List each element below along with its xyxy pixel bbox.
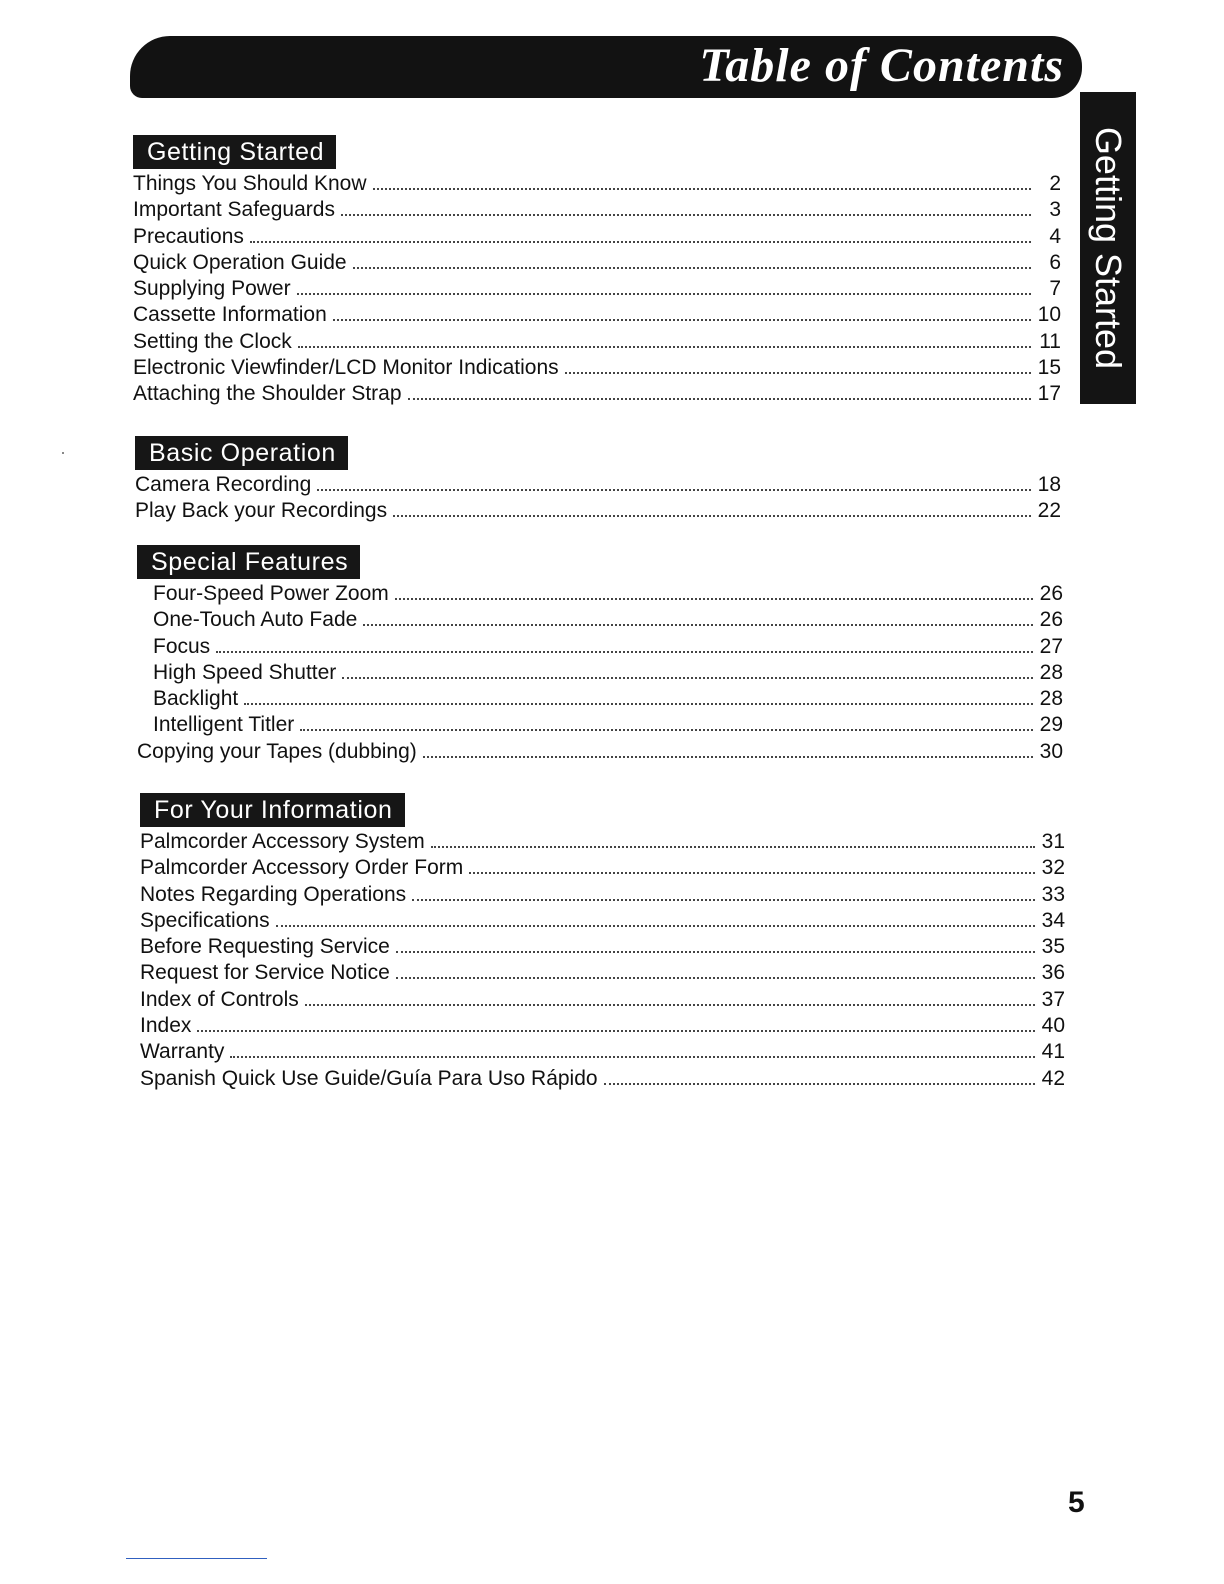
dot-leader (423, 756, 1033, 758)
dot-leader (230, 1056, 1035, 1058)
section-getting-started (133, 135, 1061, 408)
toc-entry (133, 276, 1061, 302)
toc-entry (140, 829, 1065, 855)
toc-entry-title: Attaching the Shoulder Strap (133, 382, 402, 406)
toc-entry-title: Index (140, 1014, 192, 1038)
page-number: 5 (1068, 1486, 1085, 1519)
toc-entry-page: 11 (1039, 329, 1061, 353)
toc-entry-page: 4 (1049, 224, 1061, 248)
toc-entry-page: 17 (1037, 382, 1061, 406)
dot-leader (412, 899, 1035, 901)
dot-leader (395, 598, 1033, 600)
toc-entry-title: Things You Should Know (133, 172, 367, 195)
toc-entry (135, 498, 1061, 524)
section-heading: Basic Operation (135, 436, 348, 470)
toc-entry-title: Supplying Power (133, 277, 291, 301)
toc-entry (140, 855, 1065, 881)
dot-leader (408, 398, 1031, 400)
toc-entry (140, 908, 1065, 934)
dot-leader (317, 489, 1031, 491)
section-basic-operation (135, 436, 1061, 525)
toc-entry-page: 28 (1039, 660, 1063, 684)
toc-entry (133, 250, 1061, 276)
dot-leader (396, 951, 1035, 953)
toc-entry (133, 355, 1061, 381)
toc-entry-page: 15 (1037, 356, 1061, 380)
toc-entry-title: Specifications (140, 908, 270, 932)
dot-leader (333, 319, 1031, 321)
toc-entry-page: 32 (1041, 856, 1065, 880)
toc-entry-title: Spanish Quick Use Guide/Guía Para Uso Rápido (140, 1066, 598, 1090)
dot-leader (565, 372, 1031, 374)
toc-entry (140, 987, 1065, 1013)
section-for-your-information (140, 793, 1065, 1092)
toc-entry-title: Index of Controls (140, 987, 299, 1011)
toc-entry-page: 2 (1049, 172, 1061, 195)
dot-leader (298, 346, 1031, 348)
toc-entry (140, 934, 1065, 960)
toc-entry (137, 739, 1063, 765)
toc-entry (140, 1066, 1065, 1092)
section-heading: Special Features (137, 545, 360, 579)
toc-entry-title: Play Back your Recordings (135, 499, 388, 523)
side-tab-getting-started (1080, 92, 1136, 404)
dot-leader (276, 925, 1035, 927)
toc-entry-page: 29 (1039, 713, 1063, 737)
toc-entry-title: Important Safeguards (133, 198, 335, 222)
footer-rule (126, 1558, 267, 1559)
section-special-features (137, 545, 1063, 765)
dot-leader (431, 846, 1035, 848)
dot-leader (342, 677, 1033, 679)
toc-entry-title: Cassette Information (133, 303, 327, 327)
toc-entry (140, 882, 1065, 908)
toc-entry-title: Quick Operation Guide (133, 250, 347, 274)
entry-list (133, 171, 1061, 408)
section-heading: For Your Information (140, 793, 405, 827)
dot-leader (393, 515, 1031, 517)
dot-leader (250, 241, 1031, 243)
dot-leader (216, 651, 1033, 653)
toc-entry (137, 581, 1063, 607)
toc-entry-title: Setting the Clock (133, 329, 292, 353)
dot-leader (297, 293, 1031, 295)
section-heading: Getting Started (133, 135, 336, 169)
toc-entry-page: 42 (1041, 1066, 1065, 1090)
toc-entry-page: 6 (1049, 250, 1061, 274)
dot-leader (396, 977, 1035, 979)
toc-entry-page: 26 (1039, 608, 1063, 632)
toc-entry-page: 3 (1049, 198, 1061, 222)
entry-list (137, 581, 1063, 765)
toc-entry-title: Before Requesting Service (140, 935, 390, 959)
dot-leader (197, 1030, 1035, 1032)
toc-entry (137, 607, 1063, 633)
title-banner (130, 36, 1082, 98)
toc-entry-page: 40 (1041, 1014, 1065, 1038)
toc-entry (140, 1039, 1065, 1065)
dot-leader (341, 214, 1031, 216)
toc-entry-title: Camera Recording (135, 473, 312, 496)
toc-entry-title: Four-Speed Power Zoom (153, 582, 389, 605)
toc-entry-page: 37 (1041, 987, 1065, 1011)
dot-leader (363, 624, 1033, 626)
dot-leader (469, 872, 1035, 874)
toc-entry (137, 660, 1063, 686)
toc-entry-page: 36 (1041, 961, 1065, 985)
dot-leader (305, 1004, 1035, 1006)
toc-entry-page: 7 (1049, 277, 1061, 301)
toc-entry (137, 686, 1063, 712)
entry-list (140, 829, 1065, 1092)
toc-entry (135, 472, 1061, 498)
toc-entry-page: 22 (1037, 499, 1061, 523)
toc-entry-title: Precautions (133, 224, 244, 248)
toc-entry (133, 171, 1061, 197)
toc-entry (133, 329, 1061, 355)
side-tab-label: Getting Started (1088, 126, 1129, 370)
toc-entry-page: 41 (1041, 1040, 1065, 1064)
dot-leader (353, 267, 1031, 269)
toc-entry (140, 960, 1065, 986)
toc-entry-title: One-Touch Auto Fade (153, 608, 358, 632)
toc-entry (137, 634, 1063, 660)
toc-entry-page: 10 (1037, 303, 1061, 327)
toc-entry-title: Palmcorder Accessory System (140, 830, 425, 853)
toc-entry-page: 26 (1039, 582, 1063, 605)
toc-entry-title: Intelligent Titler (153, 713, 295, 737)
dot-leader (300, 729, 1033, 731)
toc-entry (137, 712, 1063, 738)
toc-entry (133, 302, 1061, 328)
scan-speck (62, 452, 64, 454)
entry-list (135, 472, 1061, 525)
toc-entry-page: 33 (1041, 882, 1065, 906)
toc-entry-title: High Speed Shutter (153, 660, 337, 684)
toc-entry-title: Warranty (140, 1040, 225, 1064)
toc-entry (133, 381, 1061, 407)
toc-entry (133, 224, 1061, 250)
toc-entry-title: Notes Regarding Operations (140, 882, 407, 906)
toc-entry-page: 30 (1039, 739, 1063, 763)
toc-entry-title: Palmcorder Accessory Order Form (140, 856, 464, 880)
page-title: Table of Contents (699, 39, 1064, 92)
dot-leader (604, 1083, 1035, 1085)
toc-entry-page: 28 (1039, 687, 1063, 711)
toc-entry (133, 197, 1061, 223)
toc-entry-title: Copying your Tapes (dubbing) (137, 739, 417, 763)
toc-entry-page: 27 (1039, 634, 1063, 658)
dot-leader (244, 703, 1033, 705)
toc-entry (140, 1013, 1065, 1039)
toc-entry-title: Electronic Viewfinder/LCD Monitor Indications (133, 356, 559, 380)
toc-entry-page: 35 (1041, 935, 1065, 959)
toc-entry-title: Backlight (153, 687, 239, 711)
toc-entry-page: 18 (1037, 473, 1061, 496)
toc-entry-title: Focus (153, 634, 211, 658)
dot-leader (373, 188, 1031, 190)
toc-entry-title: Request for Service Notice (140, 961, 390, 985)
toc-entry-page: 34 (1041, 908, 1065, 932)
toc-entry-page: 31 (1041, 830, 1065, 853)
